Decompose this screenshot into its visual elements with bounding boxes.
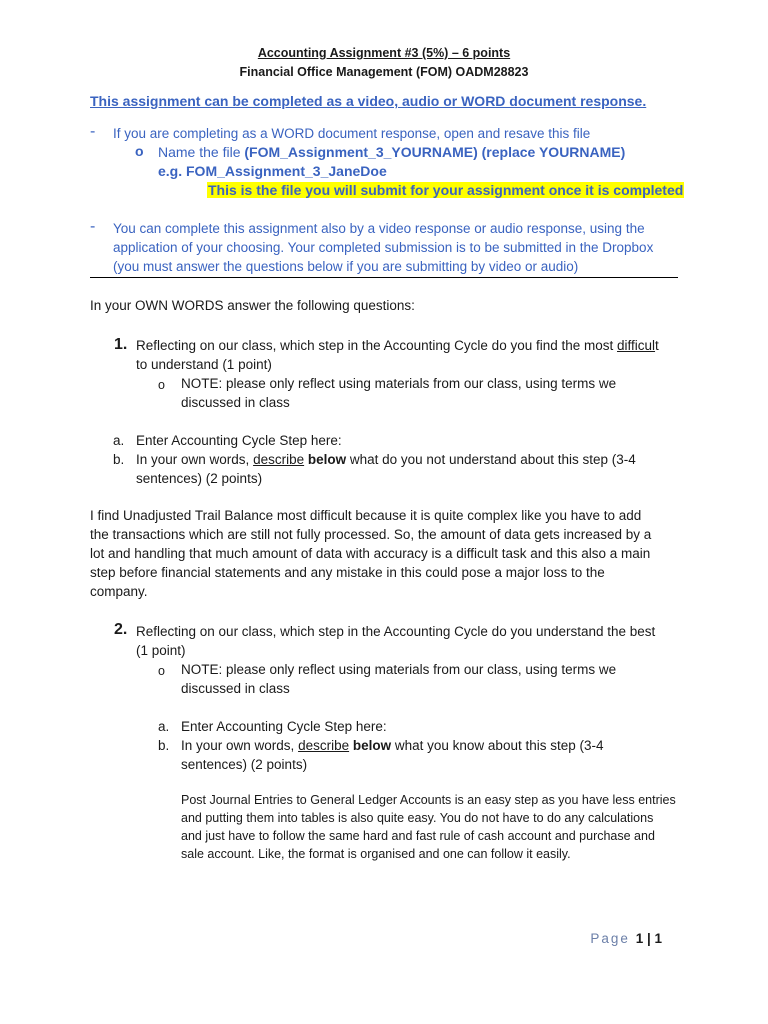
footer-page-number: 1 xyxy=(635,931,644,946)
dash-bullet: - xyxy=(90,123,96,140)
q1-a-text: Enter Accounting Cycle Step here: xyxy=(136,433,342,448)
q2-note-bullet: o xyxy=(158,664,165,678)
horizontal-rule xyxy=(90,277,678,278)
doc-title: Accounting Assignment #3 (5%) – 6 points xyxy=(257,46,511,60)
answer1-line-2: the transactions which are still not fully processed. So, the amount of data gets increased by a xyxy=(90,527,652,542)
answer1-line-4: step before financial statements and any mistake in this could pose a major loss to the xyxy=(90,565,605,580)
video-line-1: You can complete this assignment also by a video response or audio response, using the xyxy=(113,221,645,236)
q2-a-label: a. xyxy=(158,719,170,734)
q1-number: 1. xyxy=(114,336,128,353)
q1-b-line-2: sentences) (2 points) xyxy=(136,471,263,486)
lead-text: In your OWN WORDS answer the following questions: xyxy=(90,298,415,313)
video-line-2: application of your choosing. Your completed submission is to be submitted in the Dropbox xyxy=(113,240,654,255)
filename-line xyxy=(158,144,625,160)
q1-line1-underlined: difficul xyxy=(617,338,656,353)
answer1-line-1: I find Unadjusted Trail Balance most difficult because it is quite complex like you have to add xyxy=(90,508,642,523)
word-instruction: If you are completing as a WORD document response, open and resave this file xyxy=(113,126,591,141)
q2-b-line-1 xyxy=(181,738,604,753)
q1-note-bullet: o xyxy=(158,378,165,392)
q1-line-1 xyxy=(136,338,659,353)
q2-line-2: (1 point) xyxy=(136,643,186,658)
q2-b-line-2: sentences) (2 points) xyxy=(181,757,308,772)
q1-b-pre: In your own words, xyxy=(136,452,254,467)
answer2-line-1: Post Journal Entries to General Ledger Accounts is an easy step as you have less entries xyxy=(181,793,676,807)
q2-b-label: b. xyxy=(158,738,170,753)
answer1-line-5: company. xyxy=(90,584,148,599)
q2-note-2: discussed in class xyxy=(181,681,290,696)
q1-line-2: to understand (1 point) xyxy=(136,357,272,372)
q1-note-2: discussed in class xyxy=(181,395,290,410)
q2-b-post: what you know about this step (3-4 xyxy=(391,738,604,753)
page-footer xyxy=(590,931,662,946)
answer1-line-3: lot and handling that much amount of data with accuracy is a difficult task and this also a main xyxy=(90,546,651,561)
q1-b-label: b. xyxy=(113,452,125,467)
filename-example: e.g. FOM_Assignment_3_JaneDoe xyxy=(158,163,387,179)
q1-a-label: a. xyxy=(113,433,125,448)
q1-b-line-1 xyxy=(136,452,636,467)
filename-value: (FOM_Assignment_3_YOURNAME) (replace YOURNAME) xyxy=(244,144,626,160)
q1-line1-post: t xyxy=(655,338,659,353)
q1-b-post: what do you not understand about this step (3-4 xyxy=(346,452,636,467)
footer-separator: | xyxy=(643,931,655,946)
footer-page-label: Page xyxy=(590,931,630,946)
q2-a-text: Enter Accounting Cycle Step here: xyxy=(181,719,387,734)
q1-b-below: below xyxy=(307,452,347,467)
doc-subtitle: Financial Office Management (FOM) OADM28823 xyxy=(239,65,529,79)
q2-b-pre: In your own words, xyxy=(181,738,299,753)
q2-number: 2. xyxy=(114,621,128,638)
answer2-line-3: and just have to follow the same hard and fast rule of cash account and purchase and xyxy=(181,829,655,843)
q2-note-1: NOTE: please only reflect using materials from our class, using terms we xyxy=(181,662,617,677)
answer2-line-4: sale account. Like, the format is organised and one can follow it easily. xyxy=(181,847,571,861)
q1-note-1: NOTE: please only reflect using materials from our class, using terms we xyxy=(181,376,617,391)
answer2-line-2: and putting them into tables is also quite easy. You do not have to do any calculations xyxy=(181,811,654,825)
dash-bullet-2: - xyxy=(90,218,96,235)
q2-line-1: Reflecting on our class, which step in the Accounting Cycle do you understand the best xyxy=(136,624,656,639)
q1-b-describe: describe xyxy=(253,452,305,467)
video-line-3: (you must answer the questions below if you are submitting by video or audio) xyxy=(113,259,579,274)
sub-bullet-o: o xyxy=(135,143,144,159)
filename-prefix: Name the file xyxy=(158,144,245,160)
footer-page-total: 1 xyxy=(654,931,662,946)
highlight-text: This is the file you will submit for your assignment once it is completed xyxy=(208,182,684,198)
highlight-note xyxy=(207,182,684,200)
q2-b-describe: describe xyxy=(298,738,350,753)
q2-b-below: below xyxy=(352,738,392,753)
intro-line: This assignment can be completed as a video, audio or WORD document response. xyxy=(90,93,647,109)
q1-line1-pre: Reflecting on our class, which step in the Accounting Cycle do you find the most xyxy=(136,338,618,353)
